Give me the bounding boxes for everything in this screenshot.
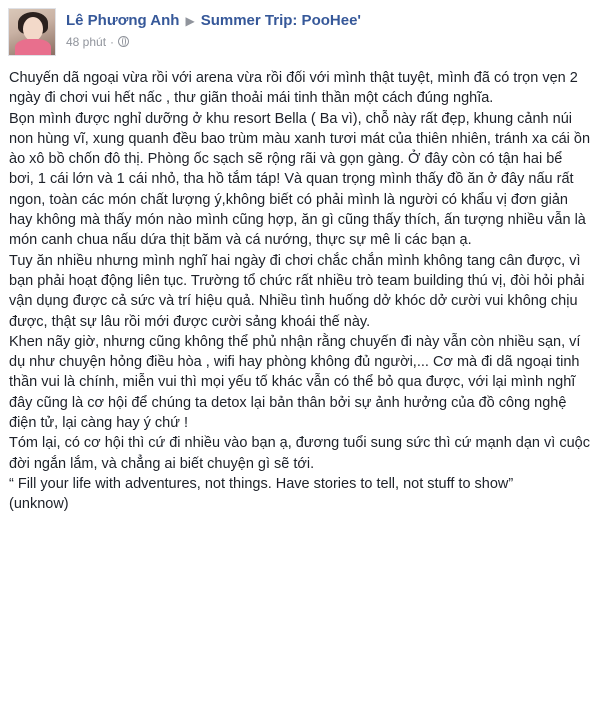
arrow-right-icon: ▶ bbox=[185, 14, 195, 28]
avatar[interactable] bbox=[8, 8, 56, 56]
author-line bbox=[66, 12, 361, 29]
post-meta: 48 phút · bbox=[66, 35, 129, 49]
group-name-link[interactable]: Summer Trip: PooHee' bbox=[200, 12, 361, 29]
post-timestamp[interactable]: 48 phút bbox=[66, 35, 107, 49]
post-header bbox=[8, 8, 592, 56]
author-name-link[interactable]: Lê Phương Anh bbox=[66, 12, 180, 29]
post-body-text: Chuyến dã ngoại vừa rồi với arena vừa rồi đối với mình thật tuyệt, mình đã có trọn vẹn 2 ngày đi chơi vui hết nấc , thư giãn thoải mái tinh thần một cách đúng nghĩa. Bọn mình được nghỉ dưỡng ở khu resort Bella ( Ba vì), chỗ này rất đẹp, khung cảnh núi non hùng vĩ, xung quanh đều bao trùm màu xanh tươi mát của thiên nhiên, tránh xa cái ồn ào xô bồ chốn đô thị. Phòng ốc sạch sẽ rộng rãi và gọn gàng. Ở đây còn có tận hai bể bơi, 1 cái lớn và 1 cái nhỏ, tha hồ tắm táp! Và quan trọng mình thấy đồ ăn ở đây nấu rất ngon, toàn các món chất lượng ý,không biết có phải mình là người có khẩu vị đơn giản hay không mà thấy món nào mình cũng hợp, ăn gì cũng thấy thích, ấn tượng nhiều vẫn là món canh chua nấu dứa thịt băm và cá nướng, thực sự mê li các bạn ạ. Tuy ăn nhiều nhưng mình nghĩ hai ngày đi chơi chắc chắn mình không tang cân được, vì bạn phải hoạt động liên tục. Trường tổ chức rất nhiều trò team building thú vị, đòi hỏi phải vận dụng được cả sức và trí hiệu quả. Nhiều tình huống dở khóc dở cười vui không chịu được, thật sự lâu rồi mới được cười sảng khoái thế này. Khen nãy giờ, nhưng cũng không thể phủ nhận rằng chuyến đi này vẫn còn nhiều sạn, ví dụ như chuyện hỏng điều hòa , wifi hay phòng không đủ người,... Cơ mà đi dã ngoại tinh thần vui là chính, miễn vui thì mọi yếu tố khác vẫn có thể bỏ qua được, với lại mình nghĩ đây cũng là cơ hội để chúng ta detox lại bản thân bởi sự ảnh hưởng của đồ công nghệ điện tử, lại càng hay ý chứ ! Tóm lại, có cơ hội thì cứ đi nhiều vào bạn ạ, đương tuổi sung sức thì cứ mạnh dạn vì cuộc đời ngắn lắm, và chẳng ai biết chuyện gì sẽ tới. “ Fill your life with adventures, not things. Have stories to tell, not stuff to show” (unknow) bbox=[9, 70, 591, 513]
globe-icon[interactable] bbox=[118, 36, 129, 47]
